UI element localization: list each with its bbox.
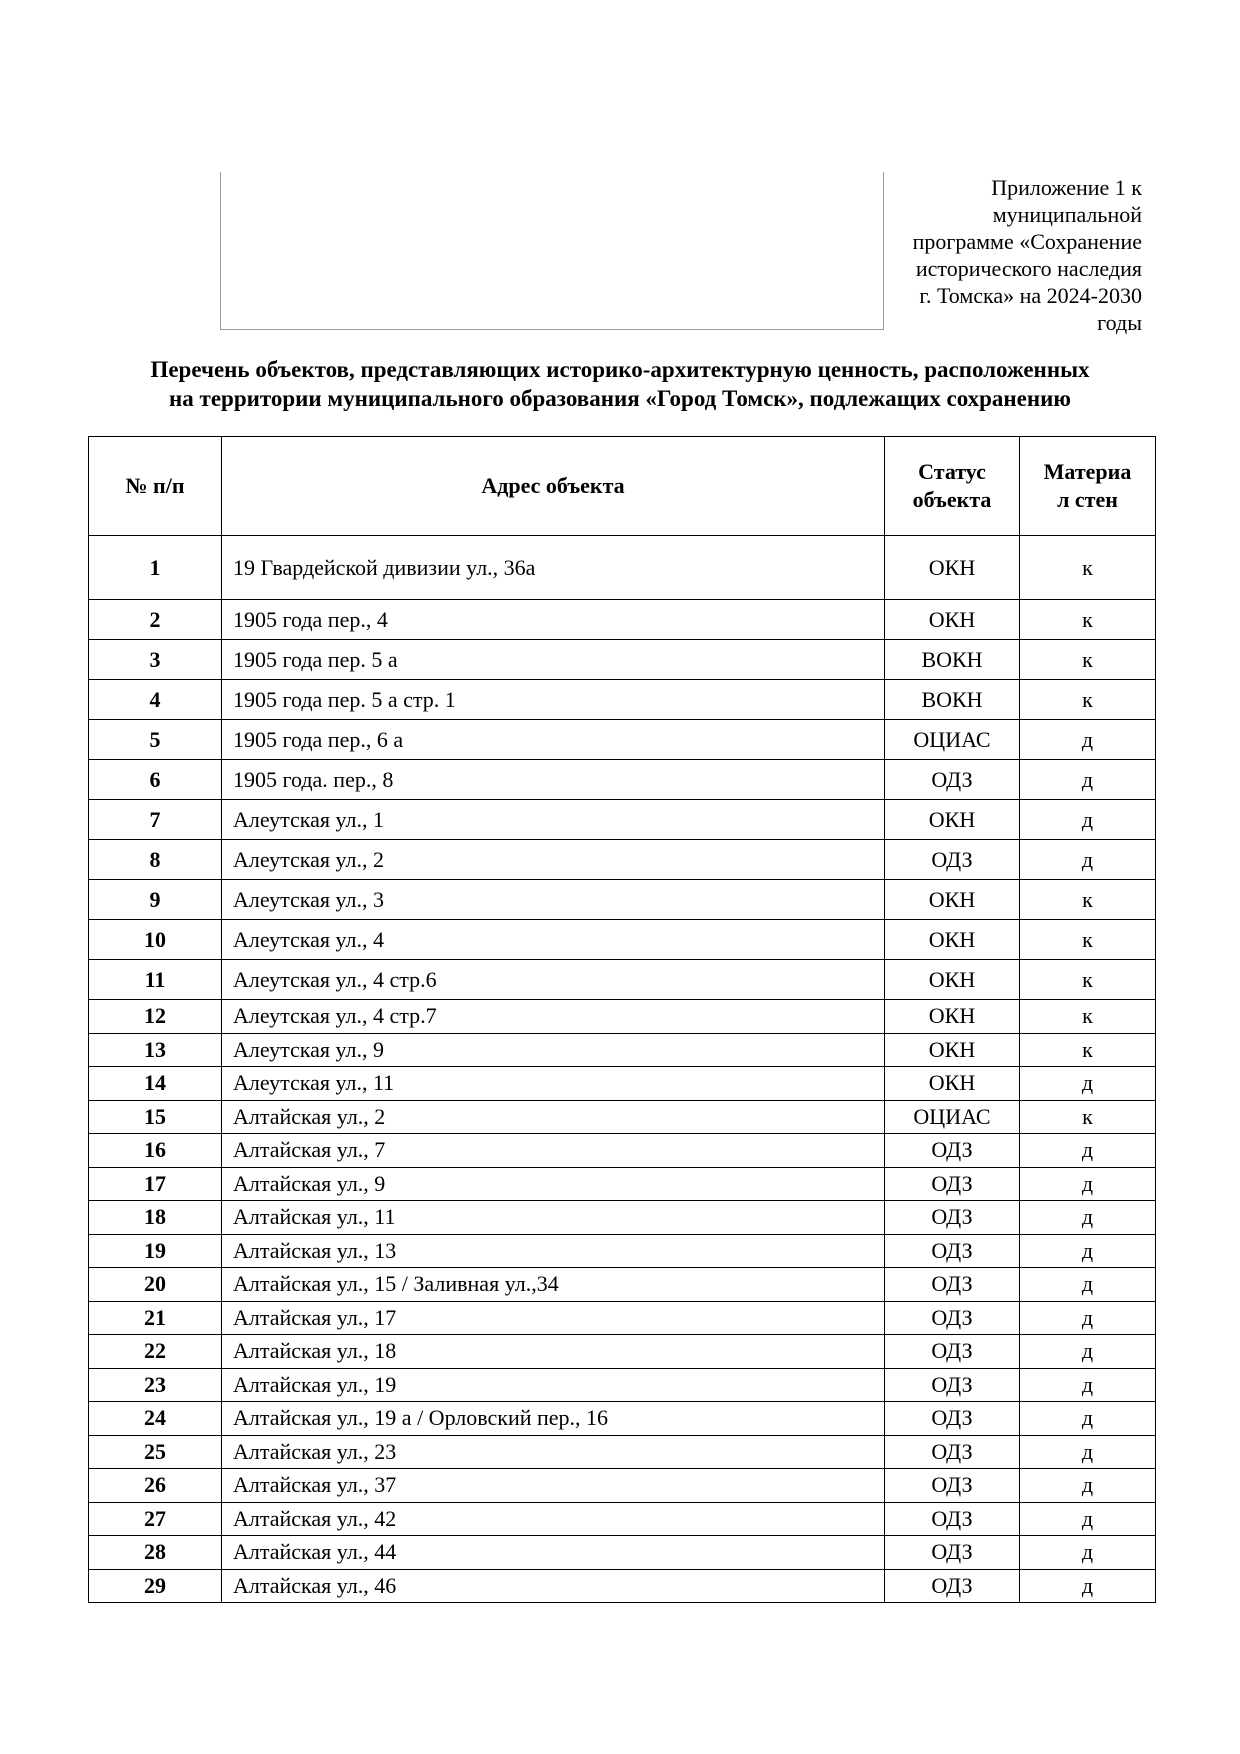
row-address: Алтайская ул., 15 / Заливная ул.,34: [222, 1268, 885, 1302]
row-status: ОДЗ: [885, 1167, 1020, 1201]
row-status: ОДЗ: [885, 1569, 1020, 1603]
row-address: Алтайская ул., 19 а / Орловский пер., 16: [222, 1402, 885, 1436]
row-number: 15: [89, 1100, 222, 1134]
table-header: [89, 437, 1156, 536]
row-number: 9: [89, 880, 222, 920]
row-material: д: [1020, 1368, 1156, 1402]
row-status: ОДЗ: [885, 1368, 1020, 1402]
table-row: [89, 840, 1156, 880]
row-material: к: [1020, 1000, 1156, 1034]
row-number: 28: [89, 1536, 222, 1570]
row-material: д: [1020, 1502, 1156, 1536]
row-status: ОКН: [885, 1033, 1020, 1067]
row-status: ОДЗ: [885, 760, 1020, 800]
table-row: [89, 640, 1156, 680]
row-number: 18: [89, 1201, 222, 1235]
row-status: ОДЗ: [885, 1536, 1020, 1570]
row-material: д: [1020, 1167, 1156, 1201]
row-address: Алтайская ул., 11: [222, 1201, 885, 1235]
table-row: [89, 800, 1156, 840]
row-status: ОКН: [885, 1067, 1020, 1101]
table-row: [89, 1067, 1156, 1101]
row-status: ОДЗ: [885, 1201, 1020, 1235]
row-address: Алтайская ул., 7: [222, 1134, 885, 1168]
table-row: [89, 1100, 1156, 1134]
header-num: № п/п: [89, 437, 222, 536]
row-status: ОДЗ: [885, 1435, 1020, 1469]
title-line-2: на территории муниципального образования «Город Томск», подлежащих сохранению: [169, 386, 1071, 411]
row-material: д: [1020, 1067, 1156, 1101]
appendix-line: исторического наследия: [915, 256, 1142, 281]
title-line-1: Перечень объектов, представляющих историко-архитектурную ценность, расположенных: [150, 357, 1090, 382]
row-number: 2: [89, 600, 222, 640]
row-address: Алтайская ул., 18: [222, 1335, 885, 1369]
row-number: 12: [89, 1000, 222, 1034]
table-row: [89, 1402, 1156, 1436]
row-address: Алеутская ул., 4: [222, 920, 885, 960]
row-status: ОДЗ: [885, 1469, 1020, 1503]
row-status: ОКН: [885, 800, 1020, 840]
header-status-line: объекта: [912, 487, 992, 512]
appendix-line: программе «Сохранение: [912, 229, 1142, 254]
row-number: 13: [89, 1033, 222, 1067]
row-status: ОДЗ: [885, 1134, 1020, 1168]
row-status: ОДЗ: [885, 1301, 1020, 1335]
row-address: Алтайская ул., 42: [222, 1502, 885, 1536]
table-row: [89, 1502, 1156, 1536]
header-material: [1020, 437, 1156, 536]
row-address: Алеутская ул., 9: [222, 1033, 885, 1067]
row-material: д: [1020, 1569, 1156, 1603]
row-material: д: [1020, 720, 1156, 760]
row-material: к: [1020, 960, 1156, 1000]
row-number: 11: [89, 960, 222, 1000]
row-number: 7: [89, 800, 222, 840]
row-status: ОДЗ: [885, 1335, 1020, 1369]
table-row: [89, 1368, 1156, 1402]
row-status: ОКН: [885, 536, 1020, 600]
table-row: [89, 680, 1156, 720]
row-material: к: [1020, 920, 1156, 960]
row-address: 19 Гвардейской дивизии ул., 36а: [222, 536, 885, 600]
row-number: 20: [89, 1268, 222, 1302]
row-material: д: [1020, 1134, 1156, 1168]
table-row: [89, 1201, 1156, 1235]
row-number: 4: [89, 680, 222, 720]
table-row: [89, 1536, 1156, 1570]
table-row: [89, 960, 1156, 1000]
row-address: Алтайская ул., 17: [222, 1301, 885, 1335]
row-number: 8: [89, 840, 222, 880]
header-row: [89, 437, 1156, 536]
header-status-line: Статус: [918, 459, 986, 484]
row-material: д: [1020, 1435, 1156, 1469]
row-address: Алтайская ул., 2: [222, 1100, 885, 1134]
row-number: 24: [89, 1402, 222, 1436]
row-status: ОДЗ: [885, 1268, 1020, 1302]
appendix-line: годы: [1097, 310, 1142, 335]
table-row: [89, 1268, 1156, 1302]
row-material: к: [1020, 536, 1156, 600]
table-row: [89, 1569, 1156, 1603]
row-status: ОКН: [885, 920, 1020, 960]
row-status: ОДЗ: [885, 1234, 1020, 1268]
row-status: ВОКН: [885, 640, 1020, 680]
row-material: к: [1020, 880, 1156, 920]
row-address: Алеутская ул., 2: [222, 840, 885, 880]
row-material: д: [1020, 1301, 1156, 1335]
row-address: Алеутская ул., 4 стр.7: [222, 1000, 885, 1034]
row-status: ОКН: [885, 600, 1020, 640]
row-status: ОКН: [885, 960, 1020, 1000]
table-row: [89, 1134, 1156, 1168]
row-material: д: [1020, 800, 1156, 840]
row-material: д: [1020, 840, 1156, 880]
row-status: ОЦИАС: [885, 1100, 1020, 1134]
table-row: [89, 720, 1156, 760]
appendix-line: Приложение 1 к: [991, 175, 1142, 200]
row-address: Алеутская ул., 3: [222, 880, 885, 920]
row-address: 1905 года пер., 6 а: [222, 720, 885, 760]
row-number: 25: [89, 1435, 222, 1469]
row-address: Алтайская ул., 9: [222, 1167, 885, 1201]
row-material: д: [1020, 1234, 1156, 1268]
row-number: 10: [89, 920, 222, 960]
table-row: [89, 1234, 1156, 1268]
row-address: 1905 года. пер., 8: [222, 760, 885, 800]
row-number: 5: [89, 720, 222, 760]
row-status: ОКН: [885, 880, 1020, 920]
row-address: Алтайская ул., 44: [222, 1536, 885, 1570]
row-material: д: [1020, 760, 1156, 800]
table-row: [89, 536, 1156, 600]
row-number: 29: [89, 1569, 222, 1603]
objects-table: [88, 436, 1156, 1603]
row-material: к: [1020, 680, 1156, 720]
row-material: к: [1020, 1033, 1156, 1067]
row-number: 3: [89, 640, 222, 680]
row-status: ОДЗ: [885, 840, 1020, 880]
row-address: Алтайская ул., 23: [222, 1435, 885, 1469]
row-address: 1905 года пер. 5 а: [222, 640, 885, 680]
row-address: Алеутская ул., 4 стр.6: [222, 960, 885, 1000]
row-status: ОДЗ: [885, 1502, 1020, 1536]
row-number: 23: [89, 1368, 222, 1402]
row-status: ОКН: [885, 1000, 1020, 1034]
row-number: 14: [89, 1067, 222, 1101]
row-number: 6: [89, 760, 222, 800]
row-address: Алтайская ул., 46: [222, 1569, 885, 1603]
row-number: 17: [89, 1167, 222, 1201]
table-row: [89, 920, 1156, 960]
table-row: [89, 1335, 1156, 1369]
table-row: [89, 1000, 1156, 1034]
row-number: 19: [89, 1234, 222, 1268]
row-address: 1905 года пер. 5 а стр. 1: [222, 680, 885, 720]
table-row: [89, 1301, 1156, 1335]
row-status: ВОКН: [885, 680, 1020, 720]
row-address: Алеутская ул., 1: [222, 800, 885, 840]
row-number: 27: [89, 1502, 222, 1536]
table-row: [89, 760, 1156, 800]
row-material: д: [1020, 1268, 1156, 1302]
row-address: Алтайская ул., 19: [222, 1368, 885, 1402]
row-number: 1: [89, 536, 222, 600]
appendix-note: [882, 174, 1142, 336]
header-address: Адрес объекта: [222, 437, 885, 536]
row-address: 1905 года пер., 4: [222, 600, 885, 640]
header-material-line: Материа: [1043, 459, 1132, 484]
row-material: к: [1020, 600, 1156, 640]
row-number: 26: [89, 1469, 222, 1503]
table-body: [89, 536, 1156, 1603]
header-material-line: л стен: [1057, 487, 1118, 512]
row-number: 22: [89, 1335, 222, 1369]
row-status: ОЦИАС: [885, 720, 1020, 760]
row-material: д: [1020, 1201, 1156, 1235]
row-material: к: [1020, 640, 1156, 680]
table-row: [89, 880, 1156, 920]
row-address: Алтайская ул., 13: [222, 1234, 885, 1268]
document-title: [60, 355, 1180, 413]
row-material: д: [1020, 1536, 1156, 1570]
table-row: [89, 1167, 1156, 1201]
row-material: д: [1020, 1469, 1156, 1503]
row-material: д: [1020, 1335, 1156, 1369]
row-number: 21: [89, 1301, 222, 1335]
header-status: [885, 437, 1020, 536]
appendix-line: муниципальной: [992, 202, 1142, 227]
table-row: [89, 1469, 1156, 1503]
table-row: [89, 1435, 1156, 1469]
table-row: [89, 600, 1156, 640]
row-address: Алтайская ул., 37: [222, 1469, 885, 1503]
blank-frame: [220, 172, 884, 330]
row-status: ОДЗ: [885, 1402, 1020, 1436]
row-address: Алеутская ул., 11: [222, 1067, 885, 1101]
row-material: д: [1020, 1402, 1156, 1436]
row-material: к: [1020, 1100, 1156, 1134]
table-row: [89, 1033, 1156, 1067]
appendix-line: г. Томска» на 2024-2030: [919, 283, 1142, 308]
row-number: 16: [89, 1134, 222, 1168]
